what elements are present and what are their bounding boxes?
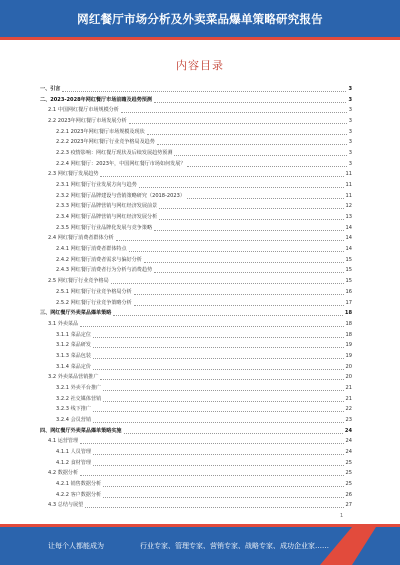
toc-entry[interactable] [40, 395, 352, 402]
toc-entry-label: 3.1.3 菜品包装 [56, 352, 91, 359]
footer-tags: 行业专家、管理专家、营销专家、战略专家、成功企业家…… [140, 542, 329, 550]
toc-entry-page: 27 [345, 502, 352, 509]
toc-entry-label: 2.3.2 网红餐厅品牌建设与营销策略研究（2018-2023） [56, 192, 185, 199]
toc-entry-page: 3 [348, 96, 352, 103]
toc-leader-dots [103, 397, 343, 402]
toc-entry[interactable] [40, 96, 352, 103]
toc-leader-dots [154, 268, 343, 273]
toc-entry-page: 25 [345, 480, 352, 487]
toc-entry-label: 2.3 网红餐厅发展趋势 [48, 171, 99, 178]
toc-leader-dots [113, 311, 343, 316]
report-title: 网红餐厅市场分析及外卖菜品爆单策略研究报告 [77, 11, 323, 26]
toc-leader-dots [80, 439, 343, 444]
toc-leader-dots [154, 98, 346, 103]
toc-entry-page: 24 [345, 448, 352, 455]
page-number: 1 [340, 513, 344, 519]
toc-leader-dots [93, 343, 344, 348]
header-banner [0, 0, 400, 37]
toc-leader-dots [93, 407, 344, 412]
toc-entry[interactable] [40, 106, 352, 113]
toc-leader-dots [129, 247, 344, 252]
toc-entry-page: 19 [345, 352, 352, 359]
toc-leader-dots [93, 461, 344, 466]
toc-entry-label: 3.2.2 社交媒体营销 [56, 395, 102, 402]
toc-entry[interactable] [40, 234, 352, 241]
toc-entry-label: 2.3.3 网红餐厅品牌营销与网红经济发展前景 [56, 203, 158, 210]
toc-entry[interactable] [40, 181, 352, 188]
toc-entry-page: 3 [348, 128, 352, 135]
toc-entry[interactable] [40, 224, 352, 231]
toc-entry-label: 四、网红餐厅外卖菜品爆单策略实施 [40, 427, 122, 434]
toc-leader-dots [147, 130, 347, 135]
toc-leader-dots [159, 204, 343, 209]
toc-leader-dots [103, 493, 343, 498]
toc-title: 内容目录 [176, 59, 224, 72]
toc-leader-dots [80, 471, 343, 476]
footer-slogan: 让每个人都能成为 [48, 542, 104, 550]
toc-entry[interactable] [40, 128, 352, 135]
toc-entry[interactable] [40, 266, 352, 273]
toc-entry-page: 12 [345, 203, 352, 210]
toc-entry[interactable] [40, 149, 352, 156]
toc-entry-page: 18 [345, 331, 352, 338]
toc-entry-label: 2.3.5 网红餐厅行业品牌化发展与竞争策略 [56, 224, 153, 231]
toc-leader-dots [93, 418, 344, 423]
toc-entry[interactable] [40, 117, 352, 124]
table-of-contents [40, 85, 352, 512]
toc-leader-dots [144, 258, 344, 263]
toc-entry-label: 2.3.4 网红餐厅品牌营销与网红经济发展分析 [56, 214, 158, 221]
toc-leader-dots [103, 482, 343, 487]
toc-entry-label: 2.5 网红餐厅行业竞争格局 [48, 278, 109, 285]
toc-entry[interactable] [40, 363, 352, 370]
toc-entry-page: 21 [345, 384, 352, 391]
toc-entry-page: 15 [345, 256, 352, 263]
toc-entry[interactable] [40, 437, 352, 444]
toc-entry-label: 2.4.2 网红餐厅消费者需求与偏好分析 [56, 256, 142, 263]
toc-leader-dots [103, 386, 343, 391]
header-accent-stripe [0, 37, 400, 40]
toc-entry-label: 3.2.4 会员营销 [56, 416, 91, 423]
toc-entry-page: 20 [345, 363, 352, 370]
toc-entry[interactable] [40, 469, 352, 476]
toc-entry-label: 4.2.2 客户数据分析 [56, 491, 102, 498]
toc-entry-page: 24 [344, 427, 352, 434]
toc-entry-label: 一、引言 [40, 86, 61, 92]
toc-leader-dots [187, 194, 344, 199]
toc-entry-page: 25 [345, 459, 352, 466]
toc-entry-label: 4.2.1 销售数据分析 [56, 480, 102, 487]
toc-entry[interactable] [40, 373, 352, 380]
toc-entry-label: 3.1.2 菜品研发 [56, 342, 91, 349]
toc-entry-label: 3.2 外卖菜品营销推广 [48, 374, 99, 381]
toc-entry-label: 2.4 网红餐厅消费者群体分析 [48, 235, 114, 242]
toc-entry-label: 2.2.4 网红餐厅：2023年，中国网红餐厅市场如何发展？ [56, 160, 186, 167]
toc-entry[interactable] [40, 384, 352, 391]
toc-entry-page: 26 [345, 491, 352, 498]
toc-entry-label: 3.1.1 菜品定位 [56, 331, 91, 338]
toc-entry[interactable] [40, 331, 352, 338]
toc-entry-label: 3.2.3 线下推广 [56, 406, 91, 413]
toc-entry[interactable] [40, 256, 352, 263]
toc-entry-page: 14 [345, 235, 352, 242]
toc-entry[interactable] [40, 85, 352, 92]
toc-leader-dots [116, 236, 344, 241]
toc-entry-page: 15 [345, 278, 352, 285]
toc-entry[interactable] [40, 480, 352, 487]
toc-entry-page: 3 [348, 150, 352, 157]
toc-leader-dots [129, 119, 347, 124]
toc-entry-page: 19 [345, 342, 352, 349]
toc-entry-label: 3.1 外卖菜品 [48, 320, 79, 327]
toc-entry[interactable] [40, 416, 352, 423]
toc-entry-label: 4.3 总结与展望 [48, 502, 84, 509]
toc-entry[interactable] [40, 288, 352, 295]
toc-entry[interactable] [40, 138, 352, 145]
toc-entry[interactable] [40, 501, 352, 508]
toc-leader-dots [154, 226, 343, 231]
toc-entry-label: 4.1 运营管理 [48, 438, 79, 445]
toc-entry-page: 3 [348, 107, 352, 114]
toc-leader-dots [93, 333, 344, 338]
toc-leader-dots [111, 279, 344, 284]
toc-entry-page: 3 [348, 139, 352, 146]
toc-entry-label: 2.2.3 疫情影响：网红餐厅现状及后续发展趋势预测 [56, 150, 173, 157]
toc-entry[interactable] [40, 448, 352, 455]
toc-entry-label: 2.3.1 网红餐厅行业发展方向与趋势 [56, 182, 137, 189]
toc-entry-label: 2.2.1 2023年网红餐厅市场规模及现状 [56, 128, 145, 135]
toc-entry[interactable] [40, 213, 352, 220]
toc-entry-label: 2.5.2 网红餐厅行业竞争策略分析 [56, 299, 132, 306]
toc-entry[interactable] [40, 309, 352, 316]
toc-entry-label: 三、网红餐厅外卖菜品爆单策略 [40, 310, 112, 317]
toc-entry[interactable] [40, 427, 352, 434]
toc-leader-dots [100, 172, 343, 177]
toc-entry-label: 2.1 中国网红餐厅市场规模分析 [48, 107, 119, 114]
toc-entry-label: 3.1.4 菜品定价 [56, 363, 91, 370]
toc-entry-page: 3 [348, 118, 352, 125]
toc-leader-dots [124, 429, 343, 434]
toc-entry[interactable] [40, 352, 352, 359]
toc-entry-page: 17 [345, 299, 352, 306]
toc-entry-page: 23 [345, 416, 352, 423]
toc-leader-dots [174, 151, 346, 156]
toc-entry[interactable] [40, 245, 352, 252]
toc-entry[interactable] [40, 160, 352, 167]
toc-entry[interactable] [40, 202, 352, 209]
toc-entry-page: 11 [345, 192, 352, 199]
toc-entry[interactable] [40, 491, 352, 498]
toc-entry-page: 24 [345, 438, 352, 445]
toc-leader-dots [187, 162, 346, 167]
toc-entry-label: 4.2 数据分析 [48, 470, 79, 477]
toc-entry-page: 13 [345, 214, 352, 221]
toc-entry[interactable] [40, 459, 352, 466]
toc-entry-page: 11 [345, 171, 352, 178]
toc-entry-page: 18 [345, 320, 352, 327]
toc-entry-label: 3.2.1 外卖平台推广 [56, 384, 102, 391]
toc-entry-label: 二、2023-2028年网红餐厅市场前瞻及趋势预测 [40, 96, 152, 103]
toc-leader-dots [139, 183, 344, 188]
toc-entry-page: 18 [344, 310, 352, 317]
toc-entry-label: 2.4.3 网红餐厅消费者行为分析与消费趋势 [56, 267, 153, 274]
toc-entry-page: 20 [345, 374, 352, 381]
toc-entry-label: 2.4.1 网红餐厅消费者群体特点 [56, 246, 127, 253]
toc-entry[interactable] [40, 170, 352, 177]
toc-leader-dots [134, 290, 344, 295]
toc-entry-label: 4.1.1 人员管理 [56, 448, 91, 455]
toc-leader-dots [80, 322, 343, 327]
toc-leader-dots [62, 87, 346, 92]
toc-leader-dots [93, 365, 344, 370]
toc-entry-page: 21 [345, 395, 352, 402]
toc-entry[interactable] [40, 341, 352, 348]
toc-leader-dots [93, 354, 344, 359]
toc-leader-dots [100, 375, 343, 380]
toc-entry-page: 16 [345, 288, 352, 295]
toc-leader-dots [159, 215, 343, 220]
toc-leader-dots [121, 108, 347, 113]
toc-entry-label: 4.1.2 食材管理 [56, 459, 91, 466]
toc-entry[interactable] [40, 320, 352, 327]
toc-entry-page: 11 [345, 182, 352, 189]
toc-leader-dots [85, 503, 343, 508]
toc-entry[interactable] [40, 405, 352, 412]
toc-entry-label: 2.5.1 网红餐厅行业竞争格局分析 [56, 288, 132, 295]
toc-entry-page: 14 [345, 246, 352, 253]
toc-entry-page: 3 [348, 160, 352, 167]
toc-entry-label: 2.2 2023年网红餐厅市场发展分析 [48, 118, 127, 125]
toc-entry[interactable] [40, 299, 352, 306]
toc-entry[interactable] [40, 192, 352, 199]
toc-entry-page: 15 [345, 267, 352, 274]
toc-entry[interactable] [40, 277, 352, 284]
toc-entry-page: 22 [345, 406, 352, 413]
toc-entry-page: 3 [348, 86, 352, 92]
toc-leader-dots [134, 301, 344, 306]
toc-entry-page: 25 [345, 470, 352, 477]
toc-leader-dots [93, 450, 344, 455]
toc-entry-label: 2.2.2 2023年网红餐厅行业竞争格局及趋势 [56, 139, 155, 146]
toc-leader-dots [157, 140, 347, 145]
toc-entry-page: 14 [345, 224, 352, 231]
